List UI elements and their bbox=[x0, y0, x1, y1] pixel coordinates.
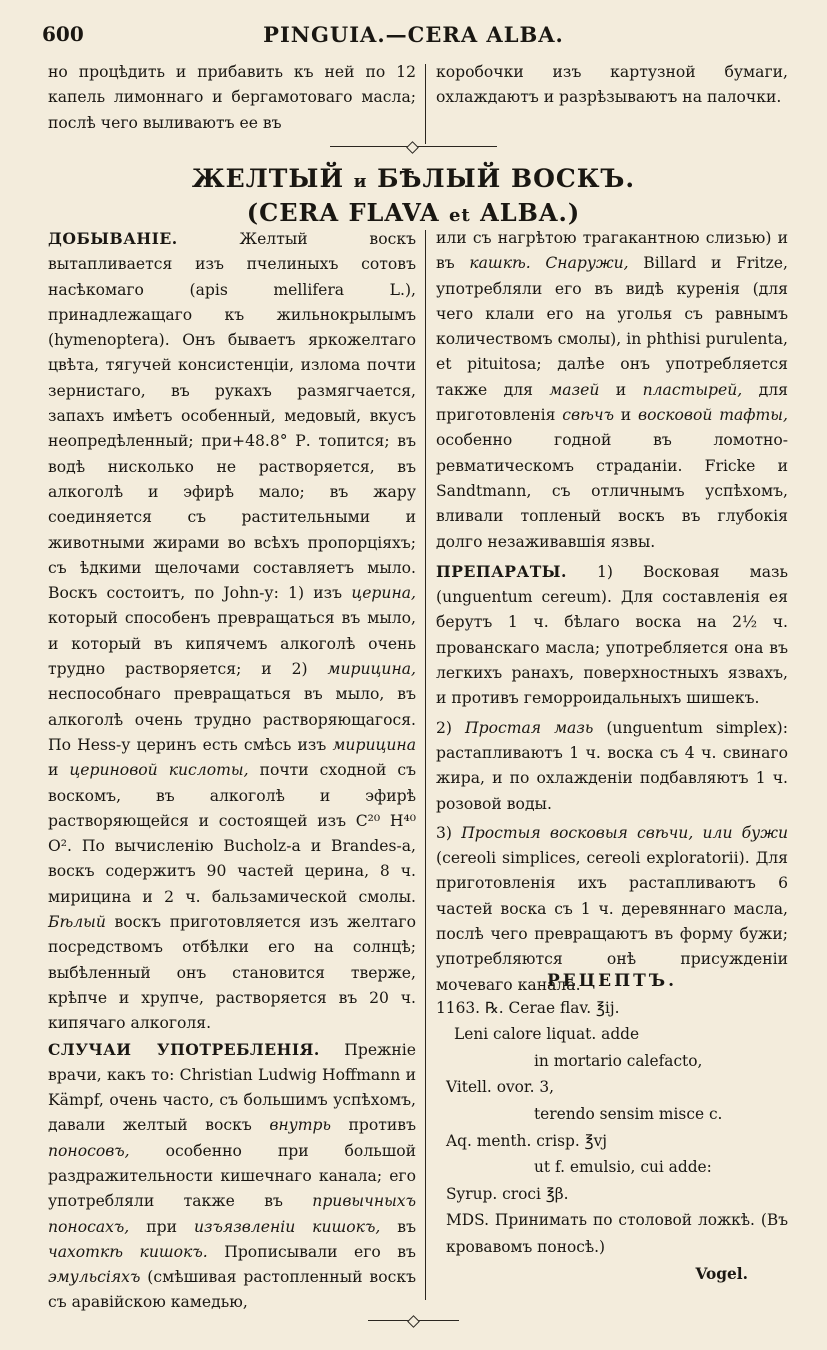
running-title: PINGUIA.—CERA ALBA. bbox=[263, 22, 564, 47]
left-column bbox=[48, 226, 416, 1316]
recipe-author: Vogel. bbox=[695, 1264, 748, 1283]
recipe-line: in mortario calefacto, bbox=[534, 1051, 703, 1070]
section-ornament bbox=[330, 142, 497, 152]
continuation-right: коробочки изъ картузной бумаги, охлаждаютъ и разрѣзываютъ на палочки. bbox=[436, 63, 788, 107]
paragraph-candles: 3) Простыя восковыя свѣчи, или бужи (cereoli simplices, cereoli exploratorii). Для приготовленія ихъ растапливаютъ 6 частей воска съ 1 ч. деревяннаго масла, послѣ чего превращаютъ въ форму бужи; употребляются онѣ присужденіи мочеваго канала. bbox=[436, 823, 788, 994]
recipe-line: Vitell. ovor. 3, bbox=[446, 1078, 555, 1097]
page-number: 600 bbox=[42, 22, 84, 46]
paragraph-uses: СЛУЧАИ УПОТРЕБЛЕНІЯ. Прежніе врачи, какъ то: Christian Ludwig Hoffmann и Kämpf, очень часто, съ большимъ успѣхомъ, давали желтый воскъ внутрь противъ поносовъ, особенно при большой раздражительности кишечнаго канала; его употребляли также въ привычныхъ поносахъ, при изъязвленіи кишокъ, въ чахоткѣ кишокъ. Прописывали его въ эмульсіяхъ (смѣшивая растопленный воскъ съ аравійскою камедью, bbox=[48, 1039, 416, 1312]
recipe-heading: РЕЦЕПТЪ. bbox=[546, 971, 677, 991]
page-end-ornament bbox=[368, 1316, 459, 1326]
column-rule-main bbox=[425, 230, 426, 1300]
paragraph-preparations: ПРЕПАРАТЫ. 1) Восковая мазь (unguentum cereum). Для составленія ея берутъ 1 ч. бѣлаго воска на 2½ ч. прованскаго масла; употребляется она въ легкихъ ранахъ, поверхностныхъ язвахъ, и противъ геморроидальныхъ шишекъ. bbox=[436, 561, 788, 708]
right-column bbox=[436, 226, 788, 998]
paragraph-uses-cont: или съ нагрѣтою трагакантною слизью) и въ кашкѣ. Снаружи, Billard и Fritze, употребляли его въ видѣ куренія (для чего клали его на уголья съ равнымъ количествомъ смолы), in phthisi purulenta, et pituitosa; далѣе онъ употребляется также для мазей и пластырей, для приготовленія свѣчъ и восковой тафты, особенно годной въ ломотно-ревматическомъ страданіи. Fricke и Sandtmann, съ отличнымъ успѣхомъ, вливали топленый воскъ въ глубокія долго незаживавшія язвы. bbox=[436, 229, 789, 551]
section-title-ru: ЖЕЛТЫЙ и БѢЛЫЙ ВОСКЪ. bbox=[191, 164, 636, 193]
section-title-latin: (CERA FLAVA et ALBA.) bbox=[246, 198, 581, 227]
recipe-line: ut f. emulsio, cui adde: bbox=[534, 1158, 712, 1177]
recipe-line: Aq. menth. crisp. ℥vj bbox=[446, 1131, 608, 1150]
paragraph-simple-ointment: 2) Простая мазь (unguentum simplex): растапливаютъ 1 ч. воска съ 4 ч. свинаго жира, и по охлажденіи подбавляютъ 1 ч. розовой воды. bbox=[436, 718, 788, 813]
continuation-left: но процѣдить и прибавить къ ней по 12 капель лимоннаго и бергамотоваго масла; послѣ чего выливаютъ ее въ bbox=[48, 63, 416, 132]
recipe-line: terendo sensim misce c. bbox=[534, 1104, 723, 1123]
column-rule-top bbox=[425, 64, 426, 144]
recipe-line: 1163. ℞. Cerae flav. ℥ij. bbox=[436, 998, 620, 1017]
running-header bbox=[0, 16, 827, 56]
recipe-block bbox=[436, 968, 788, 1287]
recipe-signa: MDS. Принимать по столовой ложкѣ. (Въ кровавомъ поносѣ.) bbox=[446, 1211, 788, 1256]
recipe-line: Syrup. croci ℥β. bbox=[446, 1184, 569, 1203]
recipe-line: Leni calore liquat. adde bbox=[454, 1025, 640, 1044]
paragraph-production: ДОБЫВАНІЕ. Желтый воскъ вытапливается изъ пчелиныхъ сотовъ насѣкомаго (apis mellifera L.), принадлежащаго къ жильнокрылымъ (hymenoptera). Онъ бываетъ яркожелтаго цвѣта, тягучей консистенціи, излома почти зернистаго, въ рукахъ размягчается, запахъ имѣетъ особенный, медовый, вкусъ неопредѣленный; при+48.8° Р. топится; въ водѣ нисколько не растворяется, въ алкоголѣ и эфирѣ мало; въ жару соединяется съ растительными и животными жирами во всѣхъ пропорціяхъ; съ ѣдкими щелочами составляетъ мыло. Воскъ состоитъ, по John-у: 1) изъ церина, который способенъ превращаться въ мыло, и который въ кипячемъ алкоголѣ очень трудно растворяется; и 2) мирицина, неспособнаго превращаться въ мыло, въ алкоголѣ очень трудно растворяющагося. По Hess-у церинъ есть смѣсь изъ мирицина и цериновой кислоты, почти сходной съ воскомъ, въ алкоголѣ и эфирѣ растворяющейся и состоящей изъ C²⁰ H⁴⁰ O². По вычисленію Bucholz-а и Brandes-а, воскъ содержитъ 90 частей церина, 8 ч. мирицина и 2 ч. бальзамической смолы. Бѣлый воскъ приготовляется изъ желтаго посредствомъ отбѣлки его на солнцѣ; выбѣленный онъ становится тверже, крѣпче и хрупче, растворяется въ 20 ч. кипячаго алкоголя. bbox=[48, 229, 417, 1033]
